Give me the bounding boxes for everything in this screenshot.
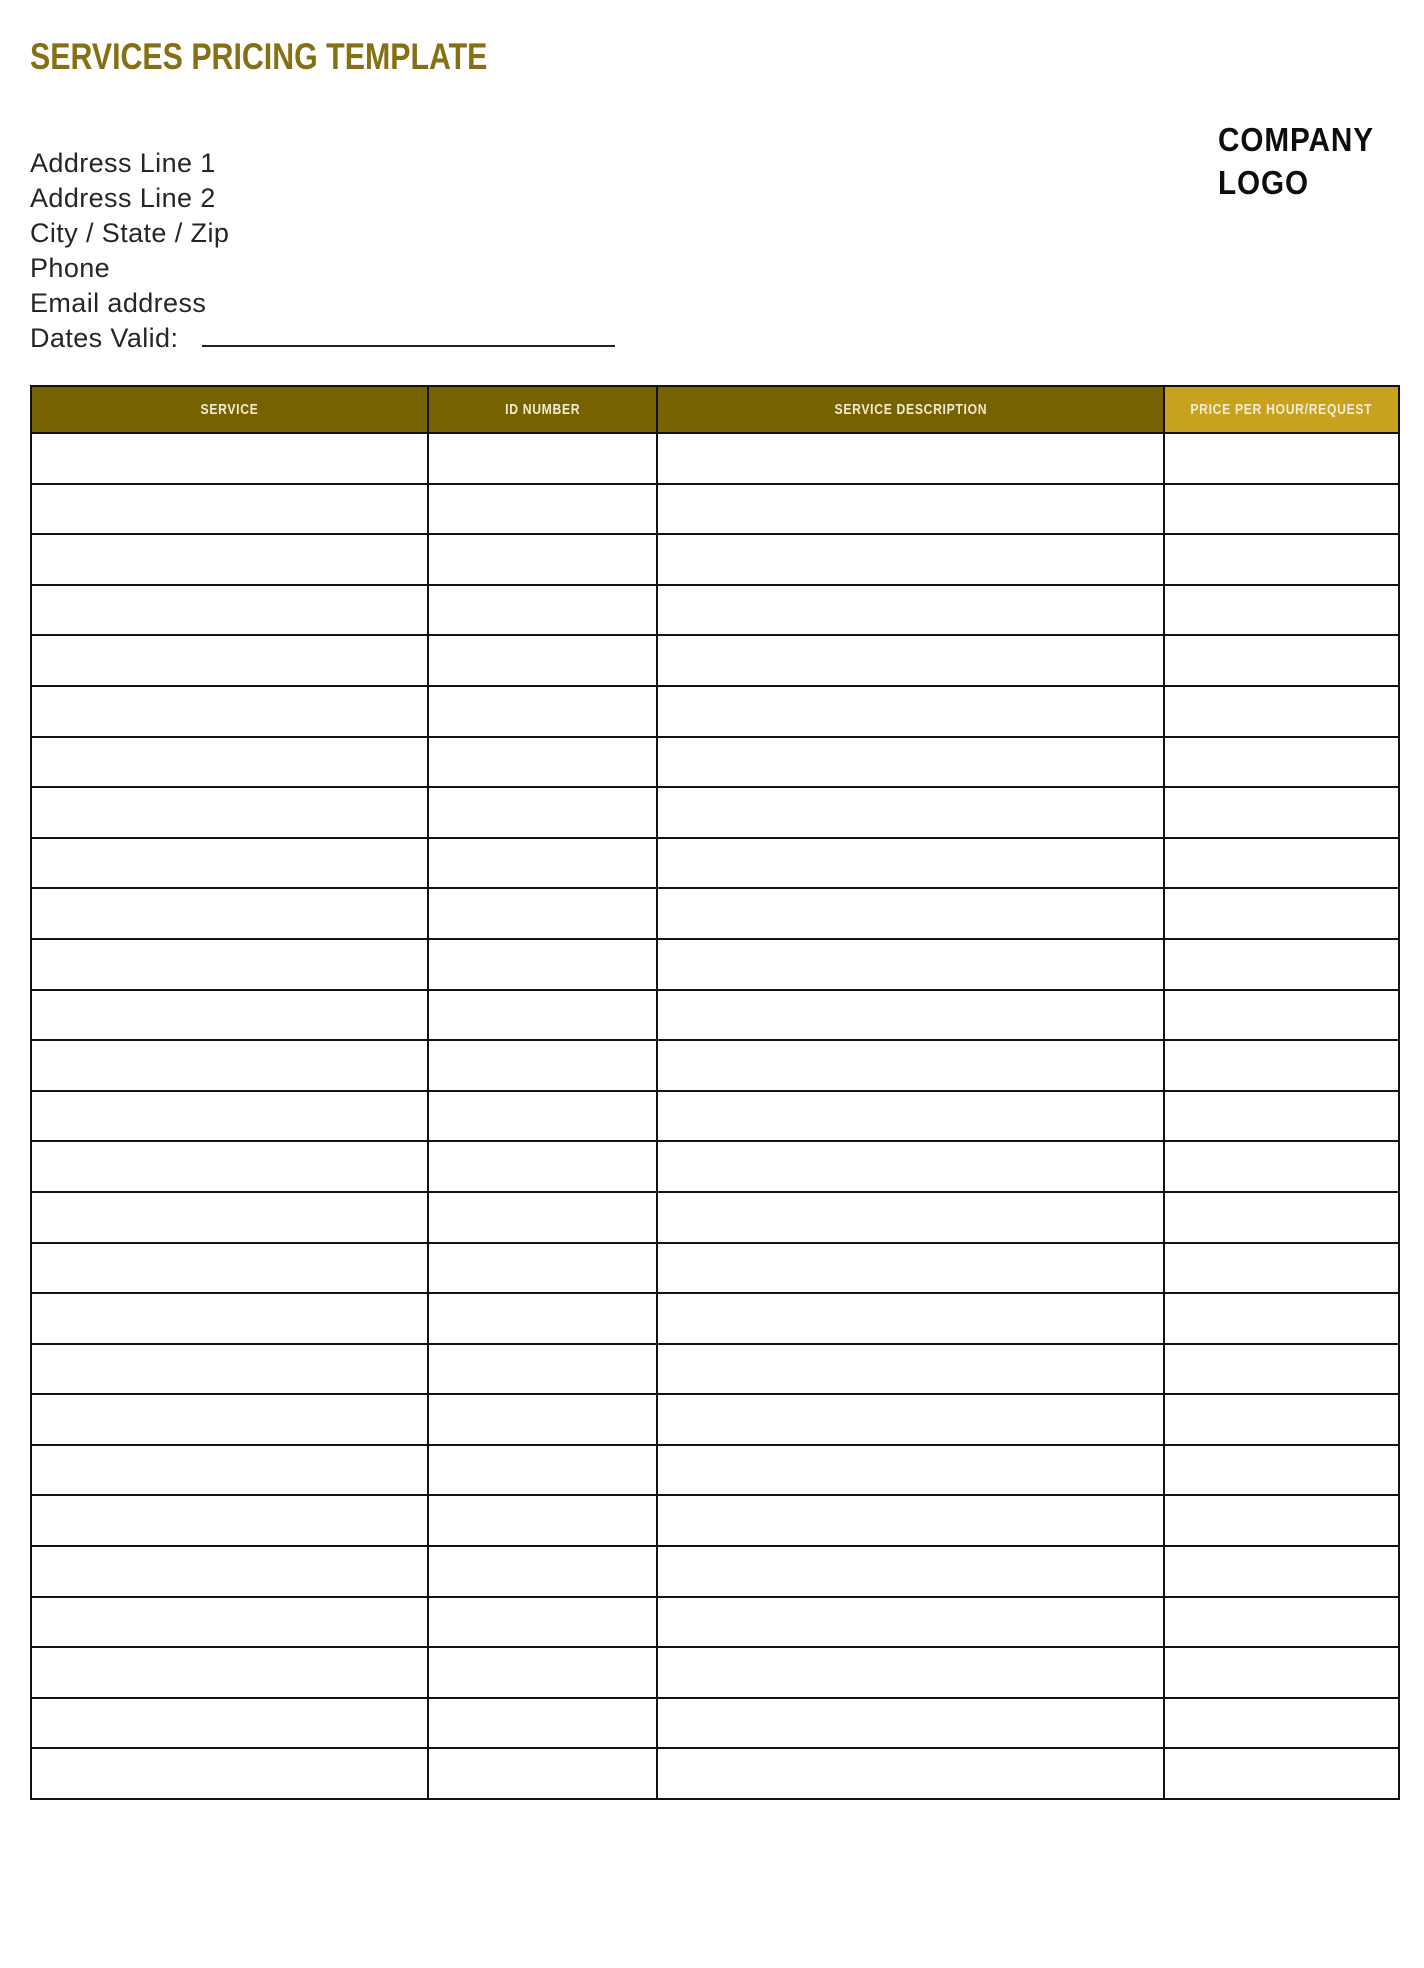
table-cell[interactable] xyxy=(1164,1546,1399,1597)
table-cell[interactable] xyxy=(428,635,657,686)
table-row xyxy=(31,939,1399,990)
table-cell[interactable] xyxy=(31,1394,428,1445)
column-header-price-per-hour-request xyxy=(1164,386,1399,433)
table-cell[interactable] xyxy=(31,1344,428,1395)
table-cell[interactable] xyxy=(428,990,657,1041)
table-row xyxy=(31,1394,1399,1445)
table-cell[interactable] xyxy=(657,686,1164,737)
table-row xyxy=(31,635,1399,686)
column-header-service-label: SERVICE xyxy=(200,401,259,418)
table-row xyxy=(31,838,1399,889)
table-cell[interactable] xyxy=(31,585,428,636)
table-row xyxy=(31,484,1399,535)
table-cell[interactable] xyxy=(657,1748,1164,1799)
table-cell[interactable] xyxy=(428,1141,657,1192)
table-cell[interactable] xyxy=(657,1040,1164,1091)
table-cell[interactable] xyxy=(31,1091,428,1142)
column-header-service xyxy=(31,386,428,433)
column-header-id-number xyxy=(428,386,657,433)
table-cell[interactable] xyxy=(428,534,657,585)
table-cell[interactable] xyxy=(31,484,428,535)
table-cell[interactable] xyxy=(31,1647,428,1698)
table-cell[interactable] xyxy=(428,737,657,788)
table-cell[interactable] xyxy=(428,939,657,990)
table-cell[interactable] xyxy=(1164,1040,1399,1091)
table-cell[interactable] xyxy=(1164,686,1399,737)
address-line-1: Address Line 1 xyxy=(30,148,216,178)
table-row xyxy=(31,1748,1399,1799)
table-cell[interactable] xyxy=(1164,1091,1399,1142)
table-cell[interactable] xyxy=(1164,1597,1399,1648)
table-cell[interactable] xyxy=(657,1141,1164,1192)
table-row xyxy=(31,686,1399,737)
table-cell[interactable] xyxy=(428,1748,657,1799)
table-cell[interactable] xyxy=(1164,1192,1399,1243)
address-email: Email address xyxy=(30,288,207,318)
table-cell[interactable] xyxy=(428,1546,657,1597)
table-row xyxy=(31,1040,1399,1091)
table-cell[interactable] xyxy=(31,686,428,737)
table-cell[interactable] xyxy=(1164,1698,1399,1749)
table-cell[interactable] xyxy=(657,1394,1164,1445)
table-cell[interactable] xyxy=(31,787,428,838)
table-cell[interactable] xyxy=(428,484,657,535)
table-cell[interactable] xyxy=(428,686,657,737)
address-line-2: Address Line 2 xyxy=(30,183,216,213)
table-cell[interactable] xyxy=(1164,737,1399,788)
table-cell[interactable] xyxy=(657,1597,1164,1648)
table-row xyxy=(31,1445,1399,1496)
table-cell[interactable] xyxy=(428,433,657,484)
table-cell[interactable] xyxy=(31,635,428,686)
table-cell[interactable] xyxy=(657,1091,1164,1142)
table-cell[interactable] xyxy=(1164,534,1399,585)
table-cell[interactable] xyxy=(1164,1394,1399,1445)
table-cell[interactable] xyxy=(31,939,428,990)
table-cell[interactable] xyxy=(31,737,428,788)
table-cell[interactable] xyxy=(657,1192,1164,1243)
table-cell[interactable] xyxy=(1164,1344,1399,1395)
column-header-service-description xyxy=(657,386,1164,433)
table-cell[interactable] xyxy=(31,888,428,939)
table-cell[interactable] xyxy=(657,635,1164,686)
table-cell[interactable] xyxy=(428,1698,657,1749)
pricing-table xyxy=(30,385,1400,1800)
table-cell[interactable] xyxy=(428,1192,657,1243)
table-cell[interactable] xyxy=(428,585,657,636)
table-row xyxy=(31,1698,1399,1749)
table-row xyxy=(31,888,1399,939)
table-cell[interactable] xyxy=(657,939,1164,990)
table-row xyxy=(31,990,1399,1041)
table-cell[interactable] xyxy=(1164,585,1399,636)
company-logo xyxy=(1218,118,1374,204)
table-cell[interactable] xyxy=(657,888,1164,939)
table-cell[interactable] xyxy=(1164,939,1399,990)
table-cell[interactable] xyxy=(1164,787,1399,838)
table-cell[interactable] xyxy=(31,1445,428,1496)
table-cell[interactable] xyxy=(31,1748,428,1799)
table-row xyxy=(31,1647,1399,1698)
table-cell[interactable] xyxy=(657,838,1164,889)
table-row xyxy=(31,433,1399,484)
table-row xyxy=(31,1091,1399,1142)
company-logo-line1: COMPANY xyxy=(1218,121,1374,158)
table-cell[interactable] xyxy=(657,1698,1164,1749)
column-header-id-number-label: ID NUMBER xyxy=(504,401,581,418)
table-cell[interactable] xyxy=(657,433,1164,484)
table-cell[interactable] xyxy=(1164,1243,1399,1294)
table-cell[interactable] xyxy=(31,838,428,889)
table-cell[interactable] xyxy=(428,838,657,889)
table-row xyxy=(31,534,1399,585)
table-row xyxy=(31,1141,1399,1192)
table-cell[interactable] xyxy=(657,1293,1164,1344)
table-row xyxy=(31,737,1399,788)
table-row xyxy=(31,1293,1399,1344)
table-cell[interactable] xyxy=(657,1546,1164,1597)
table-cell[interactable] xyxy=(31,1597,428,1648)
table-cell[interactable] xyxy=(1164,838,1399,889)
table-cell[interactable] xyxy=(31,1698,428,1749)
table-cell[interactable] xyxy=(1164,1293,1399,1344)
table-cell[interactable] xyxy=(31,1040,428,1091)
table-cell[interactable] xyxy=(1164,888,1399,939)
column-header-service-description-label: SERVICE DESCRIPTION xyxy=(834,401,987,418)
table-row xyxy=(31,1344,1399,1395)
table-cell[interactable] xyxy=(428,1394,657,1445)
table-cell[interactable] xyxy=(428,1495,657,1546)
table-cell[interactable] xyxy=(428,787,657,838)
table-cell[interactable] xyxy=(428,1243,657,1294)
table-row xyxy=(31,1243,1399,1294)
table-cell[interactable] xyxy=(428,1040,657,1091)
table-row xyxy=(31,1546,1399,1597)
table-cell[interactable] xyxy=(657,1495,1164,1546)
table-cell[interactable] xyxy=(657,737,1164,788)
dates-valid-row xyxy=(30,321,615,356)
table-row xyxy=(31,585,1399,636)
table-cell[interactable] xyxy=(31,1243,428,1294)
table-row xyxy=(31,1597,1399,1648)
table-cell[interactable] xyxy=(657,1243,1164,1294)
table-row xyxy=(31,1495,1399,1546)
table-cell[interactable] xyxy=(428,1445,657,1496)
table-cell[interactable] xyxy=(428,1293,657,1344)
table-cell[interactable] xyxy=(31,534,428,585)
table-cell[interactable] xyxy=(1164,433,1399,484)
table-cell[interactable] xyxy=(657,1344,1164,1395)
table-cell[interactable] xyxy=(31,433,428,484)
table-cell[interactable] xyxy=(657,534,1164,585)
table-cell[interactable] xyxy=(31,1192,428,1243)
table-cell[interactable] xyxy=(1164,1141,1399,1192)
table-cell[interactable] xyxy=(428,1647,657,1698)
table-cell[interactable] xyxy=(657,787,1164,838)
address-city-state-zip: City / State / Zip xyxy=(30,218,230,248)
table-cell[interactable] xyxy=(1164,1647,1399,1698)
page-title: SERVICES PRICING TEMPLATE xyxy=(30,36,488,77)
table-cell[interactable] xyxy=(31,1495,428,1546)
table-cell[interactable] xyxy=(1164,1495,1399,1546)
table-row xyxy=(31,787,1399,838)
company-logo-line2: LOGO xyxy=(1218,164,1310,201)
table-cell[interactable] xyxy=(428,1091,657,1142)
table-cell[interactable] xyxy=(428,1597,657,1648)
table-cell[interactable] xyxy=(1164,1748,1399,1799)
table-cell[interactable] xyxy=(1164,1445,1399,1496)
address-block xyxy=(30,146,615,356)
table-cell[interactable] xyxy=(1164,990,1399,1041)
table-cell[interactable] xyxy=(1164,635,1399,686)
table-cell[interactable] xyxy=(657,1445,1164,1496)
table-cell[interactable] xyxy=(31,1141,428,1192)
table-row xyxy=(31,1192,1399,1243)
table-cell[interactable] xyxy=(657,1647,1164,1698)
table-cell[interactable] xyxy=(31,990,428,1041)
table-cell[interactable] xyxy=(657,990,1164,1041)
table-cell[interactable] xyxy=(657,484,1164,535)
dates-valid-label: Dates Valid: xyxy=(30,323,179,353)
table-cell[interactable] xyxy=(428,888,657,939)
address-phone: Phone xyxy=(30,253,111,283)
table-header-row xyxy=(31,386,1399,433)
table-cell[interactable] xyxy=(657,585,1164,636)
table-cell[interactable] xyxy=(31,1293,428,1344)
table-cell[interactable] xyxy=(31,1546,428,1597)
dates-valid-fill-line[interactable] xyxy=(202,343,615,347)
table-cell[interactable] xyxy=(1164,484,1399,535)
column-header-price-per-hour-request-label: PRICE PER HOUR/REQUEST xyxy=(1190,401,1373,418)
table-cell[interactable] xyxy=(428,1344,657,1395)
